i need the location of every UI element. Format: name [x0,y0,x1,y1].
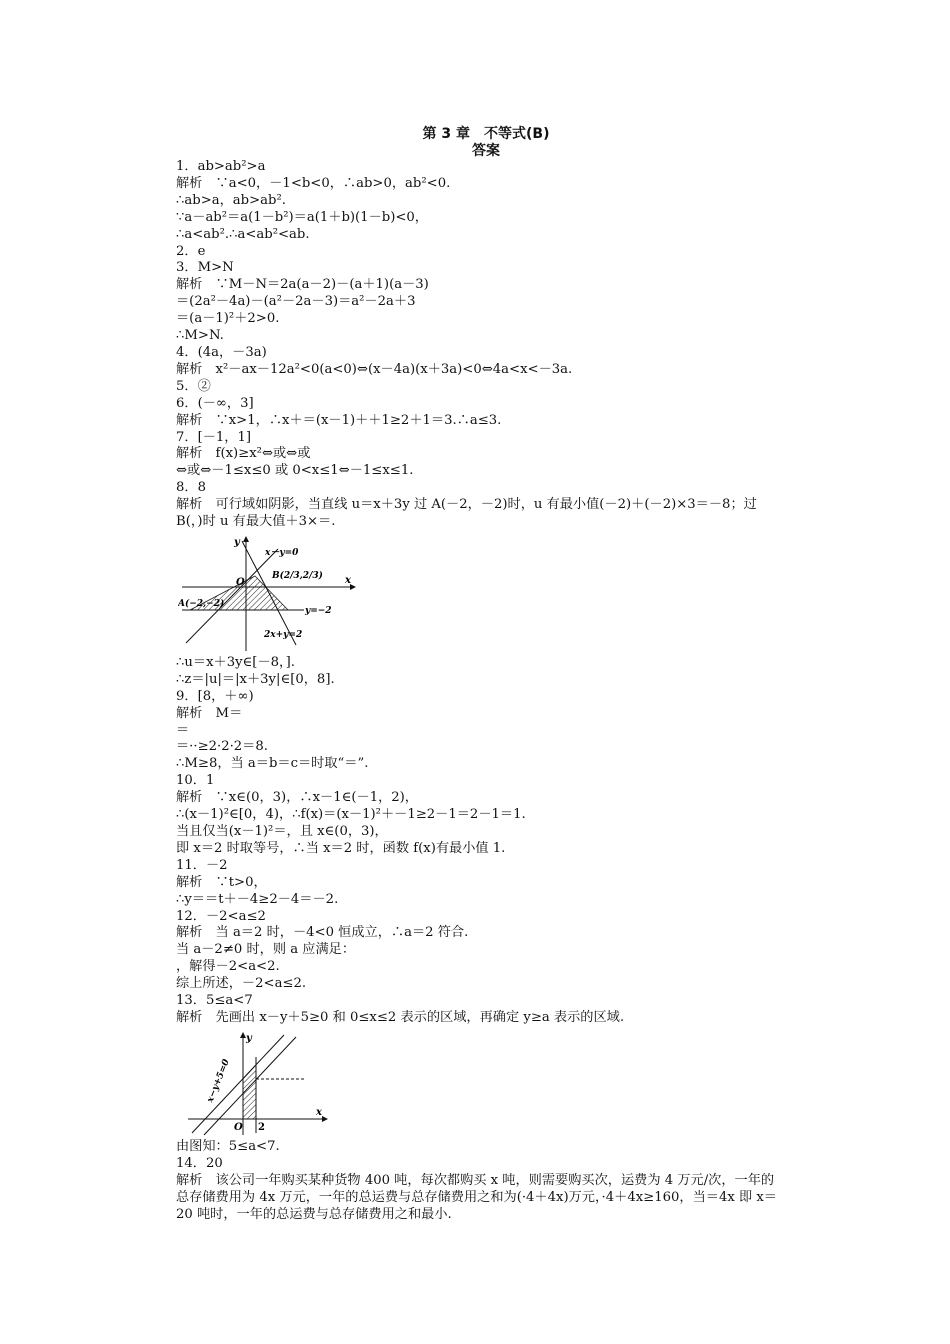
text-line: ＝(a－1)²＋2>0. [176,311,280,327]
text-line: 解析 当 a＝2 时，－4<0 恒成立，∴a＝2 符合. [176,925,469,941]
text-line: 解析 x²－ax－12a²<0(a<0)⇔(x－4a)(x＋3a)<0⇔4a<x<－3a. [176,361,573,377]
text-line: 12．－2<a≤2 [176,908,266,924]
origin-label: O [236,576,245,588]
line-y-minus-2-label: y=−2 [305,605,332,616]
text-line: ∴M≥8，当 a＝b＝c＝时取“＝”. [176,756,369,772]
page-subtitle: 答案 [472,143,500,159]
y-axis-label: y [234,536,240,548]
text-line: 8．8 [176,480,206,496]
text-line: 7．[－1，1] [176,429,252,445]
text-line: ∴z＝|u|＝|x＋3y|∈[0，8]. [176,671,335,687]
text-line: 11．－2 [176,857,228,873]
line-x-minus-y-label: x－y=0 [265,547,299,558]
text-line: 9．[8，＋∞) [176,688,254,704]
text-line: 解析 M＝ [176,705,243,721]
x-axis-label: x [316,1106,322,1118]
text-line: 2．e [176,243,206,259]
text-line: 解析 先画出 x－y＋5≥0 和 0≤x≤2 表示的区域，再确定 y≥a 表示的区域. [176,1009,625,1025]
text-line: 13．5≤a<7 [176,993,253,1009]
text-line: 由图知：5≤a<7. [176,1138,280,1154]
text-line: 解析 ∵M－N＝2a(a－2)－(a＋1)(a－3) [176,277,429,293]
text-line: ∴u＝x＋3y∈[－8，]. [176,654,295,670]
text-line: 当 a－2≠0 时，则 a 应满足： [176,942,356,958]
answers-block-b [176,655,786,1027]
tick-label-2: 2 [258,1121,265,1133]
text-line: 10．1 [176,773,215,789]
y-axis-label: y [246,1032,252,1044]
text-line: ⇔或⇔－1≤x≤0 或 0<x≤1⇔－1≤x≤1. [176,463,414,479]
text-line: ＝ [176,722,190,738]
text-line: 即 x＝2 时取等号，∴当 x＝2 时，函数 f(x)有最小值 1. [176,840,506,856]
solution-paragraph-14: 解析 该公司一年购买某种货物 400 吨，每次都购买 x 吨，则需要购买次，运费为 4 万元/次，一年的总存储费用为 4x 万元，一年的总运费与总存储费用之和为(·4＋4x)万元，·4＋4x≥160，当＝4x 即 x＝20 吨时，一年的总运费与总存储费用之和最小. [176,1172,777,1222]
text-line: ∴a<ab².∴a<ab²<ab. [176,226,310,242]
text-line: ∵a－ab²＝a(1－b²)＝a(1＋b)(1－b)<0， [176,209,428,225]
text-line: 6．(－∞，3] [176,395,254,411]
text-line: 3．M>N [176,260,234,276]
text-line: 解析 f(x)≥x²⇔或⇔或 [176,446,311,462]
answers-block-c [176,1139,786,1224]
text-line: 5．② [176,378,211,394]
text-line: 解析 ∵x>1，∴x＋＝(x－1)＋＋1≥2＋1＝3.∴a≤3. [176,412,502,428]
text-line: ＝··≥2·2·2＝8. [176,739,268,755]
point-a-label: A(−2,−2) [178,598,225,609]
text-line: 解析 ∵x∈(0，3)，∴x－1∈(－1，2)， [176,790,418,806]
text-line: ∴ab>a，ab>ab². [176,192,286,208]
text-line: 1．ab>ab²>a [176,159,266,174]
text-line: 解析 ∵a<0，－1<b<0，∴ab>0，ab²<0. [176,175,451,191]
text-line: ，解得－2<a<2. [176,959,280,975]
text-line: 当且仅当(x－1)²＝，且 x∈(0，3)， [176,824,388,839]
line-2x-plus-y-label: 2x+y=2 [264,629,303,640]
text-line: ∴M>N. [176,328,224,344]
region-figure-13 [184,1029,344,1137]
feasible-region-figure [178,533,358,653]
document-page [176,126,786,1223]
text-line: 4．(4a，－3a) [176,344,267,360]
y-axis-arrow [243,536,249,542]
text-line: 14．20 [176,1155,223,1171]
line-label: x−y+5=0 [205,1057,232,1104]
x-axis-label: x [345,574,351,586]
point-b-label: B(2/3,2/3) [272,570,323,581]
text-line: ∴y＝＝t＋－4≥2－4＝－2. [176,891,339,907]
origin-label: O [234,1121,243,1133]
x-axis-arrow [322,1116,328,1122]
solution-paragraph-8: 解析 可行域如阴影，当直线 u＝x＋3y 过 A(－2，－2)时，u 有最小值(－2)＋(－2)×3＝－8；过 B(，)时 u 有最大值＋3×＝. [176,497,757,530]
page-title: 第 3 章 不等式(B) [422,126,550,142]
answers-block-a [176,159,786,531]
text-line: 综上所述，－2<a≤2. [176,976,307,992]
text-line: ∴(x－1)²∈[0，4)，∴f(x)＝(x－1)²＋－1≥2－1＝2－1＝1. [176,807,526,823]
line-x-minus-y-plus-5 [192,1032,284,1133]
text-line: 解析 ∵t>0， [176,874,267,890]
text-line: ＝(2a²－4a)－(a²－2a－3)＝a²－2a＋3 [176,294,416,310]
